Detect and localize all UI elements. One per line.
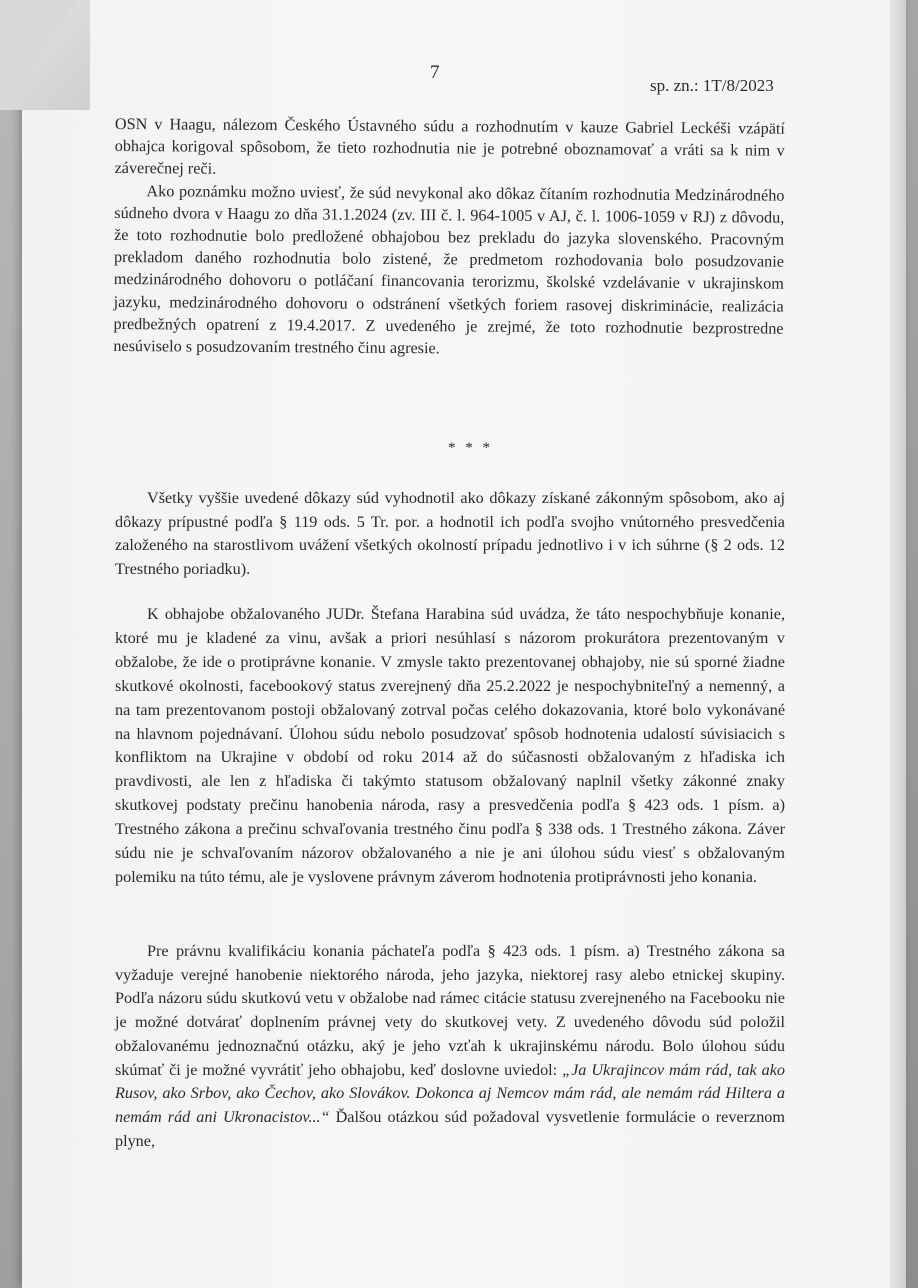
section-separator: * * *	[448, 440, 493, 456]
paragraph-defense: K obhajobe obžalovaného JUDr. Štefana Harabina súd uvádza, že táto nespochybňuje konanie, ktoré mu je kladené za vinu, avšak a priori nesúhlasí s názorom prokurátora prezentovaným v obžalobe, že ide o protiprávne konanie. V zmysle takto prezentovanej obhajoby, nie sú sporné žiadne skutkové okolnosti, facebookový status zverejnený dňa 25.2.2022 je nespochybniteľný a nemenný, a na tam prezentovanom postoji obžalovaný zotrval počas celého dokazovania, ktoré bolo vykonávané na hlavnom pojednávaní. Úlohou súdu nebolo posudzovať spôsob hodnotenia udalostí súvisiacich s konfliktom na Ukrajine v období od roku 2014 až do súčasnosti obžalovaným z hľadiska ich pravdivosti, ale len z hľadiska či takýmto statusom obžalovaný naplnil všetky zákonné znaky skutkovej podstaty prečinu hanobenia národa, rasy a presvedčenia podľa § 423 ods. 1 písm. a) Trestného zákona a prečinu schvaľovania trestného činu podľa § 338 ods. 1 Trestného zákona. Záver súdu nie je schvaľovaním názorov obžalovaného a nie je ani úlohou súdu viesť s obžalovaným polemiku na túto tému, ale je vyslovene právnym záverom hodnotenia protiprávnosti jeho konania.	[115, 605, 785, 886]
text-block-evidence	[115, 487, 785, 581]
case-reference: sp. zn.: 1T/8/2023	[650, 76, 774, 95]
page-stack-edge	[890, 0, 906, 1288]
paragraph-evidence: Všetky vyššie uvedené dôkazy súd vyhodnotil ako dôkazy získané zákonným spôsobom, ako aj dôkazy prípustné podľa § 119 ods. 5 Tr. por. a hodnotil ich podľa svojho vnútorného presvedčenia založeného na starostlivom uvážení všetkých okolností prípadu jednotlivo i v ich súhrne (§ 2 ods. 12 Trestného poriadku).	[115, 489, 785, 578]
quoted-statement: „Ja Ukrajincov mám rád, tak ako Rusov, ako Srbov, ako Čechov, ako Slovákov. Dokonca aj Nemcov mám rád, ale nemám rád Hiltera a nemám rád ani Ukronacistov...“	[115, 1060, 785, 1126]
folded-corner	[0, 0, 78, 110]
page-number: 7	[430, 62, 440, 83]
qualification-text: Pre právnu kvalifikáciu konania páchateľa podľa § 423 ods. 1 písm. a) Trestného zákona sa vyžaduje verejné hanobenie niektorého národa, jeho jazyka, niektorej rasy alebo etnickej skupiny. Podľa názoru súdu skutkovú vetu v obžalobe nad rámec citácie statusu zverejneného na Facebooku nie je možné dotvárať doplnením právnej vety do skutkovej vety. Z uvedeného dôvodu súd položil obžalovanému jednoznačnú otázku, aký je jeho vzťah k ukrajinskému národu. Bolo úlohou súdu skúmať či je možné vyvrátiť jeho obhajobu, keď doslovne uviedol:	[115, 942, 785, 1079]
text-block-qualification	[115, 940, 785, 1153]
paragraph-note: Ako poznámku možno uviesť, že súd nevykonal ako dôkaz čítaním rozhodnutia Medzinárodného súdneho dvora v Haagu zo dňa 31.1.2024 (zv. III č. l. 964-1005 v AJ, č. l. 1006-1059 v RJ) z dôvodu, že toto rozhodnutie bolo predložené obhajobou bez prekladu do jazyka slovenského. Pracovným prekladom daného rozhodnutia bolo zistené, že predmetom rozhodovania bolo posudzovanie medzinárodného dohovoru o potláčaní financovania terorizmu, školské vzdelávanie v ukrajinskom jazyku, medzinárodného dohovoru o odstránení všetkých foriem rasovej diskriminácie, realizácia predbežných opatrení z 19.4.2017. Z uvedeného je zrejmé, že toto rozhodnutie bezprostredne nesúviselo s posudzovaním trestného činu agresie.	[113, 181, 785, 358]
qualification-text-end: Ďalšou otázkou súd požadoval vysvetlenie formulácie o reverznom plyne,	[115, 1107, 785, 1150]
paragraph-continuation: OSN v Haagu, nálezom Českého Ústavného súdu a rozhodnutím v kauze Gabriel Leckéši vzápätí obhajca korigoval spôsobom, že tieto rozhodnutia nie je potrebné oboznamovať a vráti sa k nim v záverečnej reči.	[114, 114, 785, 179]
paragraph-qualification	[115, 940, 785, 1153]
text-block-defense	[115, 603, 785, 890]
text-block-top	[113, 113, 785, 362]
